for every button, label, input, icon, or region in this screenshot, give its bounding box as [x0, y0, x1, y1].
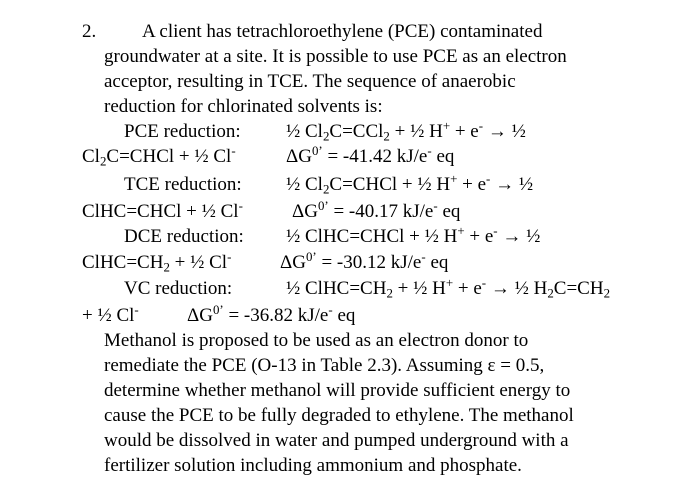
closing-line: fertilizer solution including ammonium and phosphate.: [104, 455, 522, 476]
reaction-product-vc: + ½ Cl-: [82, 301, 139, 326]
reaction-product-dce: $ClHC=CH_2$ + ½ Cl-: [82, 248, 232, 275]
intro-line: acceptor, resulting in TCE. The sequence of anaerobic: [104, 71, 516, 92]
reaction-label-dce: DCE reduction:: [124, 226, 244, 247]
reaction-label-vc: VC reduction:: [124, 278, 233, 299]
closing-line: Methanol is proposed to be used as an electron donor to: [104, 330, 529, 351]
reaction-equation-vc: ½ $ClHC=CH_2$ + ½ H+ + e- → ½ $H_2C=CH_2$: [286, 274, 611, 301]
reaction-equation-pce: ½ $Cl_2C=CCl_2$ + ½ H+ + e- → ½: [286, 117, 526, 144]
reaction-label-pce: PCE reduction:: [124, 121, 241, 142]
reaction-label-tce: TCE reduction:: [124, 174, 242, 195]
intro-line: groundwater at a site. It is possible to use PCE as an electron: [104, 46, 567, 67]
closing-line: determine whether methanol will provide sufficient energy to: [104, 380, 571, 401]
gibbs-energy-pce: $\Delta G^{0’} = -41.42$ kJ/e- eq: [286, 142, 455, 167]
problem-number: 2.: [82, 21, 97, 42]
closing-line: cause the PCE to be fully degraded to ethylene. The methanol: [104, 405, 574, 426]
gibbs-energy-vc: $\Delta G^{0’} = -36.82$ kJ/e- eq: [187, 301, 356, 326]
closing-line: remediate the PCE (O-13 in Table 2.3). Assuming ε = 0.5,: [104, 355, 545, 376]
intro-line: A client has tetrachloroethylene (PCE) contaminated: [142, 21, 543, 42]
reaction-equation-tce: ½ $Cl_2C=CHCl$ + ½ H+ + e- → ½: [286, 170, 534, 197]
gibbs-energy-dce: $\Delta G^{0’} = -30.12$ kJ/e- eq: [280, 248, 449, 273]
gibbs-energy-tce: $\Delta G^{0’} = -40.17$ kJ/e- eq: [292, 197, 461, 222]
reaction-equation-dce: ½ ClHC=CHCl + ½ H+ + e- → ½: [286, 222, 541, 247]
reaction-product-pce: $Cl_2C=CHCl$ + ½ Cl-: [82, 142, 236, 169]
intro-line: reduction for chlorinated solvents is:: [104, 96, 383, 117]
closing-line: would be dissolved in water and pumped underground with a: [104, 430, 569, 451]
reaction-product-tce: ClHC=CHCl + ½ Cl-: [82, 197, 243, 222]
